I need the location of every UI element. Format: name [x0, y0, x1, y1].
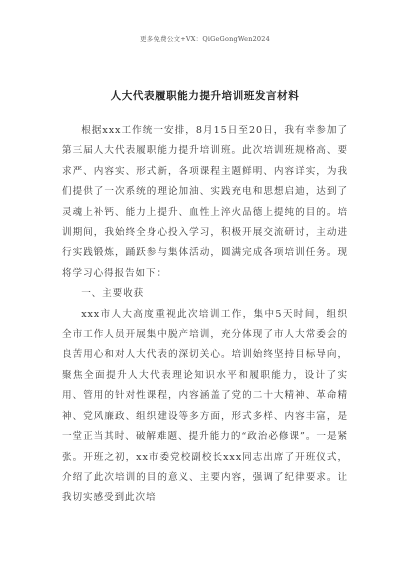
document-title: 人大代表履职能力提升培训班发言材料	[110, 90, 300, 102]
document-body	[62, 121, 348, 509]
header-note: 更多免费公文+VX：QiGeGongWen2024	[140, 35, 270, 43]
section-heading: 一、主要收获	[81, 288, 145, 300]
body-paragraph: xxx市人大高度重视此次培训工作，集中5天时间，组织全市工作人员开展集中脱产培训，充分体现了市人大常委会的良苦用心和对人大代表的深切关心。培训始终坚持目标导向，聚焦全面提升人大代表理论知识水平和履职能力，设计了实用、管用的针对性课程，内容涵盖了党的二十大精神、革命精神、党风廉政、组织建设等多方面，形式多样、内容丰富，是一堂正当其时、破解难题、提升能力的“政治必修课”。一是紧张。开班之初，xx市委党校副校长xxx同志出席了开班仪式，介绍了此次培训的目的意义、主要内容，强调了纪律要求。让我切实感受到此次培	[62, 308, 348, 504]
intro-paragraph: 根据xxx工作统一安排，8月15日至20日，我有幸参加了第三届人大代表履职能力提升培训班。此次培训班规格高、要求严、内容实、形式新，各项课程主题鲜明、内容详实，为我们提供了一次系统的理论加油、实践充电和思想启迪，达到了灵魂上补钙、能力上提升、血性上淬火品德上提纯的目的。培训期间，我始终全身心投入学习，积极开展交流研讨，主动进行实践锻炼，踊跃参与集体活动，圆满完成各项培训任务。现将学习心得报告如下：	[62, 125, 348, 279]
